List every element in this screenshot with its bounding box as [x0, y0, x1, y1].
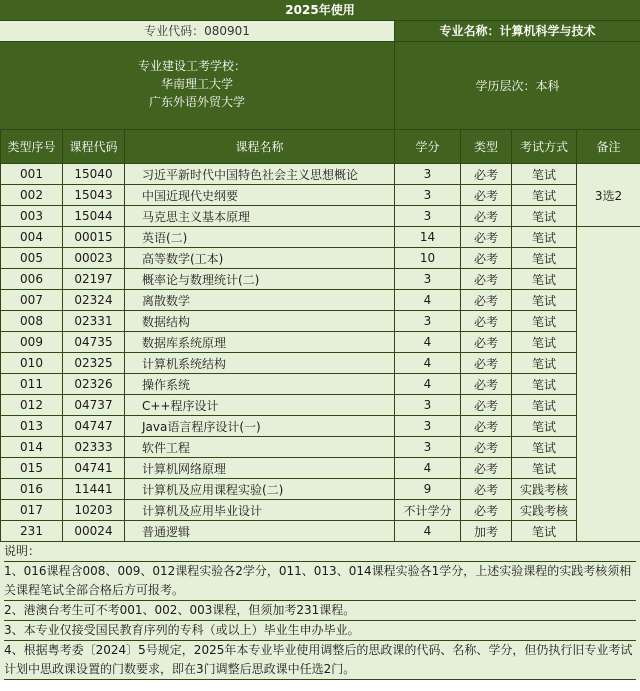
cell-exam: 笔试 — [512, 353, 577, 374]
cell-credit: 4 — [395, 332, 461, 353]
cell-credit: 3 — [395, 206, 461, 227]
cell-type: 必考 — [461, 458, 512, 479]
cell-code: 02333 — [63, 437, 125, 458]
cell-seq: 002 — [1, 185, 63, 206]
explanation-item: 4、根据粤考委〔2024〕5号规定，2025年本专业毕业使用调整后的思政课的代码、名称、学分，但仍执行旧专业考试计划中思政课设置的门数要求，即在3门调整后思政课中任选2门。 — [4, 641, 636, 680]
cell-seq: 006 — [1, 269, 63, 290]
table-row — [1, 500, 640, 521]
cell-credit: 4 — [395, 458, 461, 479]
cell-credit: 4 — [395, 521, 461, 542]
cell-code: 04735 — [63, 332, 125, 353]
cell-seq: 009 — [1, 332, 63, 353]
cell-name: 数据库系统原理 — [125, 332, 395, 353]
cell-credit: 3 — [395, 416, 461, 437]
cell-note-merged: 3选2 — [577, 164, 640, 227]
cell-name: 计算机及应用毕业设计 — [125, 500, 395, 521]
cell-type: 必考 — [461, 395, 512, 416]
cell-seq: 004 — [1, 227, 63, 248]
cell-name: 普通逻辑 — [125, 521, 395, 542]
cell-credit: 14 — [395, 227, 461, 248]
cell-credit: 3 — [395, 311, 461, 332]
header-credit: 学分 — [395, 130, 461, 164]
sheet-title: 2025年使用 — [0, 0, 640, 21]
table-row — [1, 374, 640, 395]
cell-credit: 不计学分 — [395, 500, 461, 521]
explanation-item: 2、港澳台考生可不考001、002、003课程，但须加考231课程。 — [4, 601, 636, 621]
cell-code: 15043 — [63, 185, 125, 206]
header-seq: 类型序号 — [1, 130, 63, 164]
cell-exam: 笔试 — [512, 311, 577, 332]
cell-credit: 3 — [395, 269, 461, 290]
cell-credit: 10 — [395, 248, 461, 269]
table-row — [1, 227, 640, 248]
table-row — [1, 437, 640, 458]
course-table — [0, 129, 640, 542]
cell-code: 04741 — [63, 458, 125, 479]
school-name: 广东外语外贸大学 — [148, 95, 245, 109]
cell-seq: 013 — [1, 416, 63, 437]
cell-code: 04737 — [63, 395, 125, 416]
cell-seq: 012 — [1, 395, 63, 416]
cell-type: 必考 — [461, 437, 512, 458]
school-name: 华南理工大学 — [160, 77, 233, 91]
cell-code: 02326 — [63, 374, 125, 395]
cell-credit: 3 — [395, 185, 461, 206]
cell-type: 必考 — [461, 479, 512, 500]
cell-name: 离散数学 — [125, 290, 395, 311]
table-header-row — [1, 130, 640, 164]
cell-type: 加考 — [461, 521, 512, 542]
cell-exam: 实践考核 — [512, 479, 577, 500]
cell-seq: 017 — [1, 500, 63, 521]
table-row — [1, 521, 640, 542]
cell-code: 15040 — [63, 164, 125, 185]
table-row — [1, 185, 640, 206]
cell-name: Java语言程序设计(一) — [125, 416, 395, 437]
cell-name: 英语(二) — [125, 227, 395, 248]
cell-seq: 014 — [1, 437, 63, 458]
cell-credit: 4 — [395, 290, 461, 311]
header-code: 课程代码 — [63, 130, 125, 164]
cell-exam: 笔试 — [512, 332, 577, 353]
table-row — [1, 311, 640, 332]
cell-exam: 笔试 — [512, 206, 577, 227]
table-row — [1, 248, 640, 269]
cell-code: 00023 — [63, 248, 125, 269]
cell-seq: 003 — [1, 206, 63, 227]
cell-credit: 4 — [395, 374, 461, 395]
table-row — [1, 395, 640, 416]
school-info — [0, 42, 640, 129]
cell-name: C++程序设计 — [125, 395, 395, 416]
cell-exam: 笔试 — [512, 374, 577, 395]
explanation-section — [0, 542, 640, 680]
header-name: 课程名称 — [125, 130, 395, 164]
cell-name: 计算机及应用课程实验(二) — [125, 479, 395, 500]
cell-type: 必考 — [461, 227, 512, 248]
cell-code: 15044 — [63, 206, 125, 227]
table-row — [1, 458, 640, 479]
education-level: 学历层次：本科 — [394, 42, 640, 129]
cell-seq: 005 — [1, 248, 63, 269]
cell-seq: 011 — [1, 374, 63, 395]
cell-name: 马克思主义基本原理 — [125, 206, 395, 227]
cell-type: 必考 — [461, 332, 512, 353]
cell-type: 必考 — [461, 353, 512, 374]
cell-code: 00015 — [63, 227, 125, 248]
cell-seq: 008 — [1, 311, 63, 332]
cell-type: 必考 — [461, 416, 512, 437]
cell-name: 数据结构 — [125, 311, 395, 332]
header-exam: 考试方式 — [512, 130, 577, 164]
cell-seq: 016 — [1, 479, 63, 500]
cell-name: 习近平新时代中国特色社会主义思想概论 — [125, 164, 395, 185]
cell-type: 必考 — [461, 185, 512, 206]
cell-code: 02325 — [63, 353, 125, 374]
course-table-body — [1, 164, 640, 542]
cell-type: 必考 — [461, 269, 512, 290]
cell-name: 操作系统 — [125, 374, 395, 395]
cell-seq: 007 — [1, 290, 63, 311]
cell-credit: 4 — [395, 353, 461, 374]
explanation-heading: 说明： — [4, 542, 636, 562]
cell-code: 10203 — [63, 500, 125, 521]
cell-name: 高等数学(工本) — [125, 248, 395, 269]
cell-type: 必考 — [461, 311, 512, 332]
cell-type: 必考 — [461, 290, 512, 311]
cell-exam: 笔试 — [512, 290, 577, 311]
major-name: 专业名称：计算机科学与技术 — [394, 21, 640, 41]
cell-name: 计算机网络原理 — [125, 458, 395, 479]
cell-exam: 笔试 — [512, 185, 577, 206]
table-row — [1, 479, 640, 500]
cell-exam: 实践考核 — [512, 500, 577, 521]
cell-credit: 9 — [395, 479, 461, 500]
cell-exam: 笔试 — [512, 269, 577, 290]
table-row — [1, 164, 640, 185]
cell-code: 04747 — [63, 416, 125, 437]
table-row — [1, 353, 640, 374]
cell-code: 02197 — [63, 269, 125, 290]
cell-exam: 笔试 — [512, 227, 577, 248]
cell-code: 02331 — [63, 311, 125, 332]
header-note: 备注 — [577, 130, 640, 164]
school-label: 专业建设工考学校： — [137, 59, 246, 73]
cell-name: 概率论与数理统计(二) — [125, 269, 395, 290]
table-row — [1, 332, 640, 353]
cell-seq: 015 — [1, 458, 63, 479]
cell-credit: 3 — [395, 164, 461, 185]
cell-seq: 001 — [1, 164, 63, 185]
cell-name: 计算机系统结构 — [125, 353, 395, 374]
cell-type: 必考 — [461, 248, 512, 269]
explanation-item: 3、本专业仅接受国民教育序列的专科（或以上）毕业生申办毕业。 — [4, 621, 636, 641]
header-type: 类型 — [461, 130, 512, 164]
table-row — [1, 416, 640, 437]
cell-seq: 231 — [1, 521, 63, 542]
major-code: 专业代码：080901 — [144, 24, 250, 38]
cell-seq: 010 — [1, 353, 63, 374]
cell-credit: 3 — [395, 437, 461, 458]
cell-note-empty — [577, 227, 640, 542]
cell-exam: 笔试 — [512, 164, 577, 185]
cell-exam: 笔试 — [512, 437, 577, 458]
cell-type: 必考 — [461, 374, 512, 395]
cell-type: 必考 — [461, 164, 512, 185]
cell-type: 必考 — [461, 206, 512, 227]
cell-exam: 笔试 — [512, 248, 577, 269]
table-row — [1, 269, 640, 290]
cell-type: 必考 — [461, 500, 512, 521]
table-row — [1, 206, 640, 227]
cell-exam: 笔试 — [512, 416, 577, 437]
cell-exam: 笔试 — [512, 521, 577, 542]
explanation-item: 1、016课程含008、009、012课程实验各2学分，011、013、014课程实验各1学分，上述实验课程的实践考核须相关课程笔试全部合格后方可报考。 — [4, 562, 636, 601]
cell-code: 00024 — [63, 521, 125, 542]
cell-exam: 笔试 — [512, 458, 577, 479]
cell-code: 11441 — [63, 479, 125, 500]
table-row — [1, 290, 640, 311]
cell-name: 软件工程 — [125, 437, 395, 458]
cell-exam: 笔试 — [512, 395, 577, 416]
cell-credit: 3 — [395, 395, 461, 416]
cell-name: 中国近现代史纲要 — [125, 185, 395, 206]
major-info-row — [0, 21, 640, 42]
cell-code: 02324 — [63, 290, 125, 311]
